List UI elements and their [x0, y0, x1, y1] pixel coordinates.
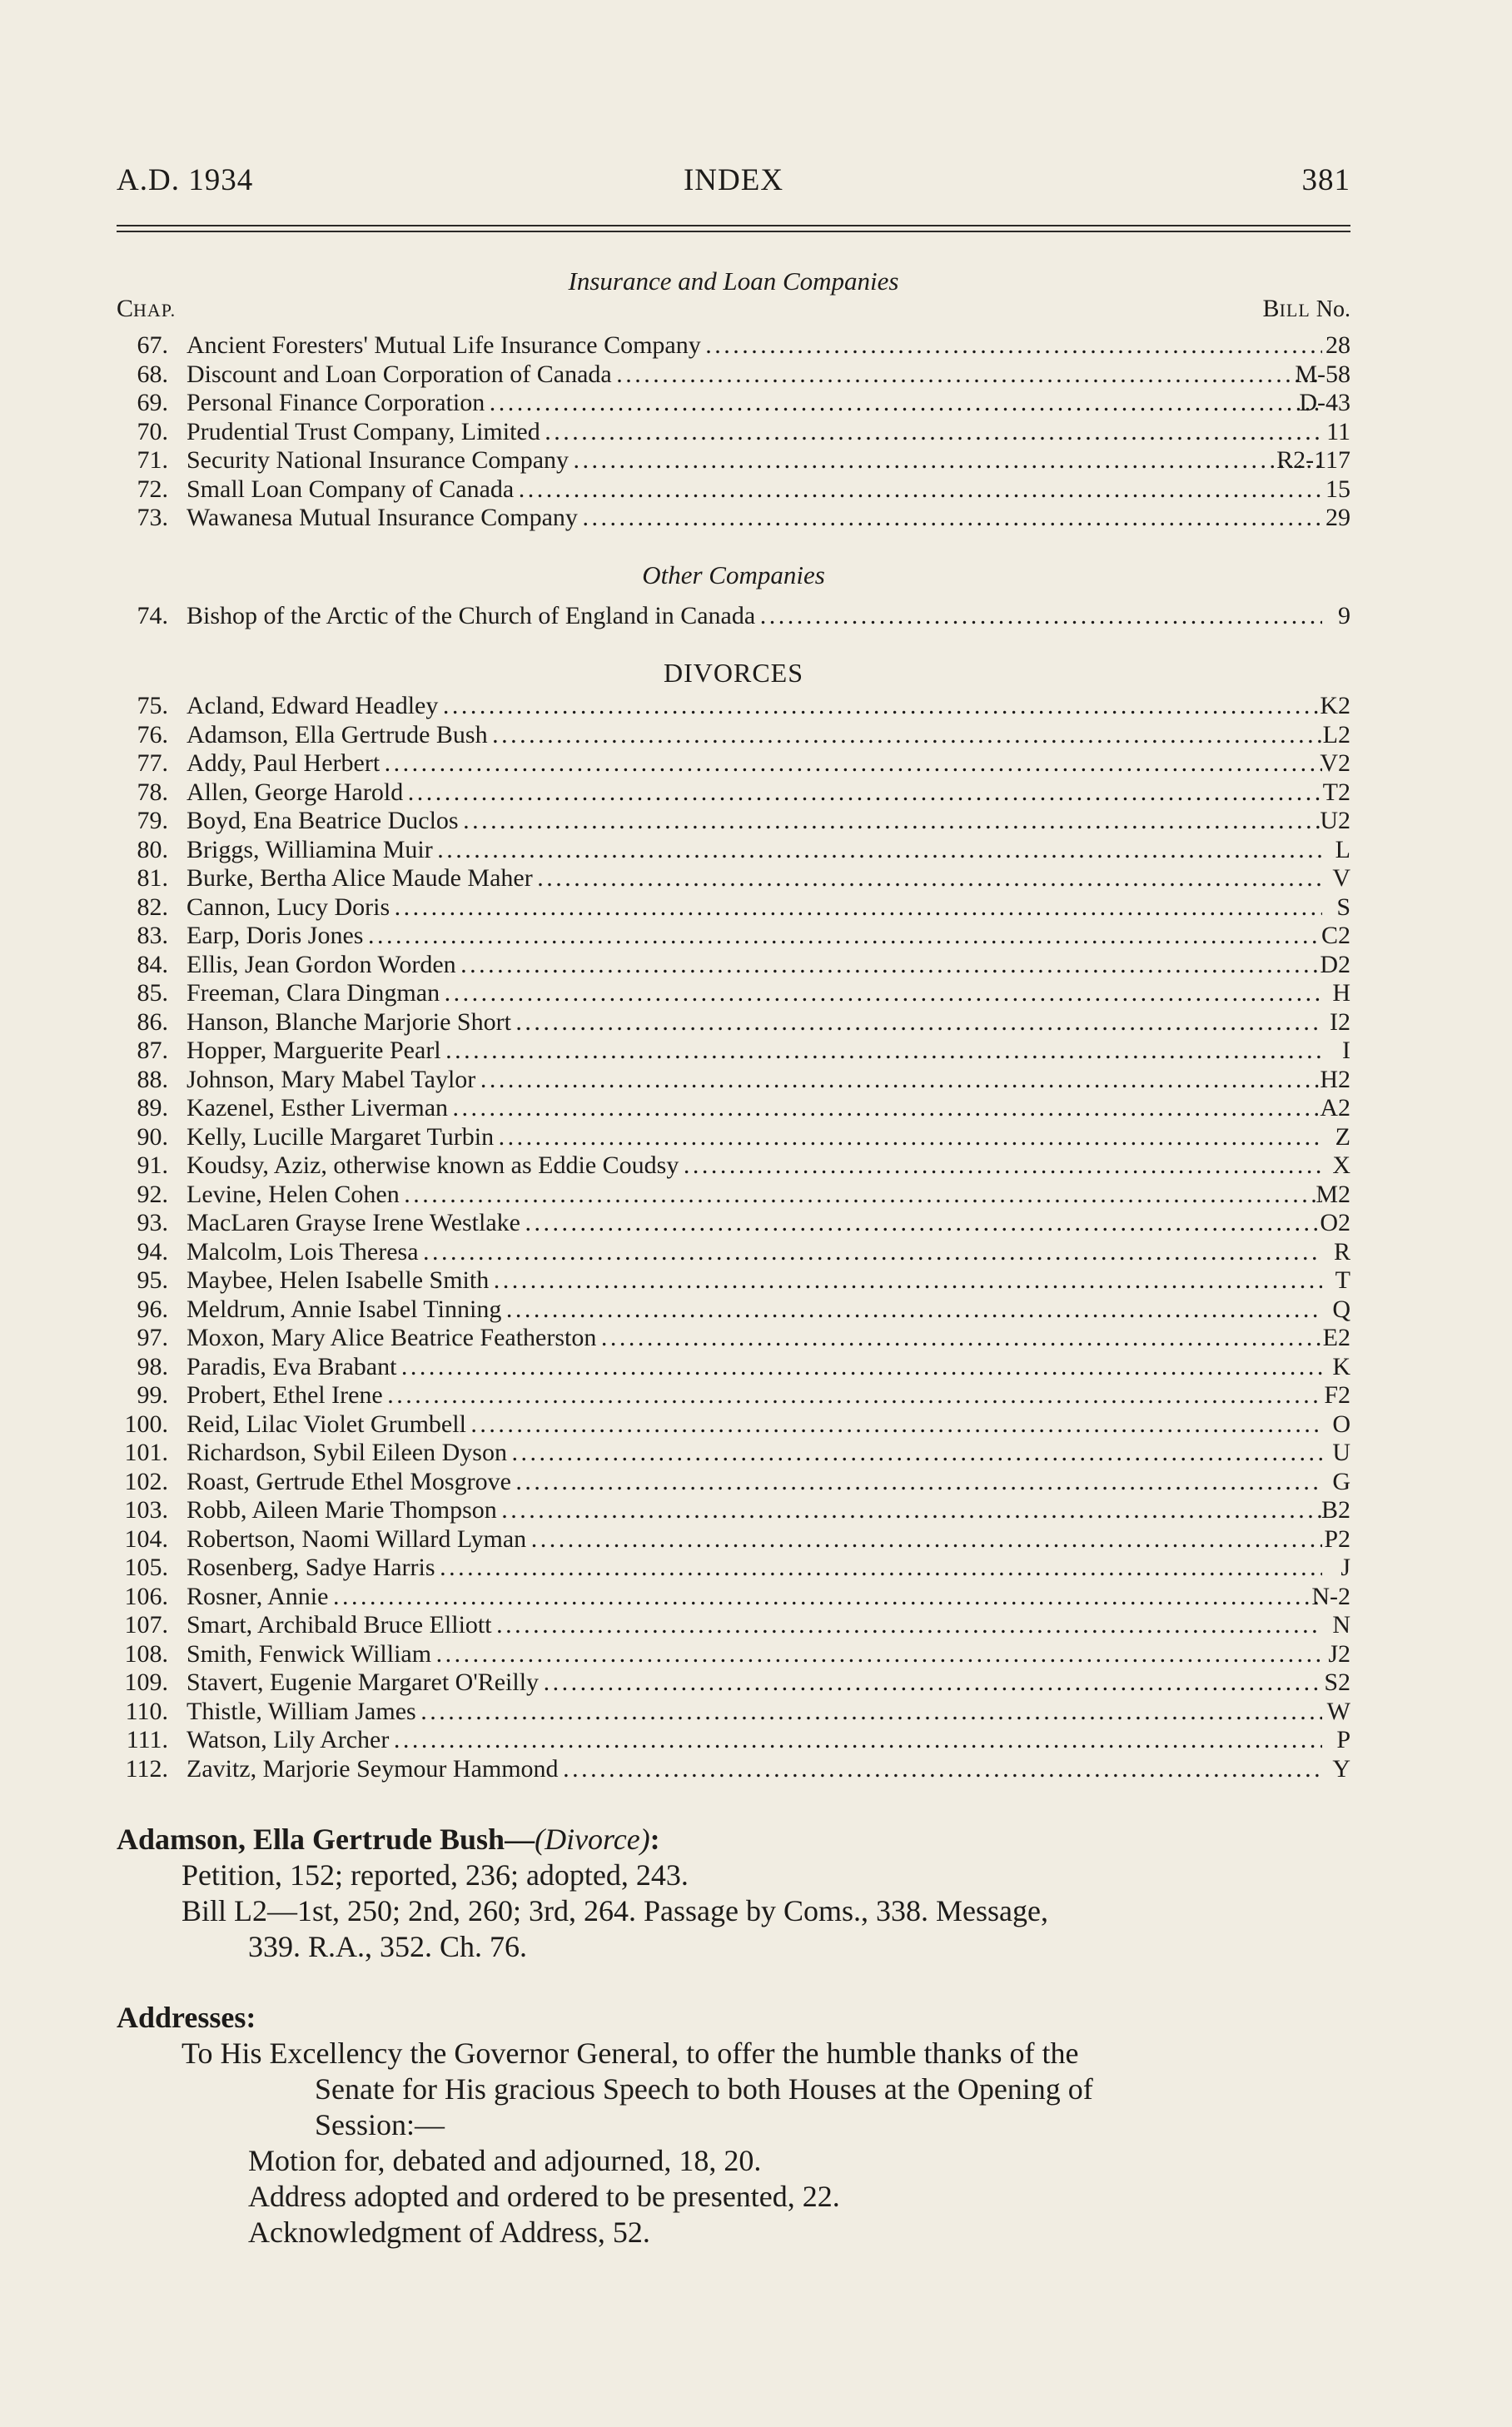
entry-title: Hanson, Blanche Marjorie Short . . . — [187, 1008, 1322, 1037]
chapter-number: 90. — [137, 1122, 168, 1151]
index-row — [117, 475, 1350, 505]
chapter-number: 83. — [137, 922, 168, 949]
entry-title: Smith, Fenwick William . . . — [187, 1640, 1322, 1669]
chapter-number: 78. — [137, 778, 168, 806]
entry-adamson — [117, 1822, 1350, 1965]
other-companies-list — [117, 602, 1350, 631]
entry-title: Levine, Helen Cohen . . . — [187, 1181, 1322, 1210]
chapter-number: 79. — [137, 807, 168, 834]
entry-title: Addy, Paul Herbert . . . — [187, 749, 1322, 778]
entry-heading: Adamson, Ella Gertrude Bush—(Divorce): — [117, 1823, 660, 1856]
chapter-number: 72. — [137, 475, 168, 503]
entry-line: Address adopted and ordered to be presented, 22. — [248, 2180, 840, 2213]
index-row — [117, 721, 1350, 750]
bill-number: J2 — [1328, 1639, 1350, 1668]
header-rule-top — [117, 225, 1350, 226]
index-row — [117, 807, 1350, 836]
chapter-number: 70. — [137, 417, 168, 445]
bill-number: M2 — [1316, 1180, 1350, 1208]
chapter-number: 105. — [124, 1554, 168, 1581]
index-row — [117, 778, 1350, 808]
chapter-number: 112. — [125, 1754, 168, 1783]
index-row — [117, 1353, 1350, 1382]
index-row — [117, 864, 1350, 893]
index-row — [117, 1726, 1350, 1755]
entry-title: Hopper, Marguerite Pearl . . . — [187, 1037, 1322, 1066]
running-header — [117, 162, 1350, 204]
entry-title: Zavitz, Marjorie Seymour Hammond . . . — [187, 1755, 1322, 1784]
entry-line: Senate for His gracious Speech to both Houses at the Opening of — [315, 2072, 1093, 2106]
entry-title: Bishop of the Arctic of the Church of England in Canada . . . — [187, 602, 1322, 631]
chapter-number: 111. — [126, 1726, 168, 1753]
entry-title: Ellis, Jean Gordon Worden . . . — [187, 951, 1322, 980]
entry-title: Maybee, Helen Isabelle Smith . . . — [187, 1266, 1322, 1296]
chapter-number: 71. — [137, 446, 168, 474]
column-heading-bill-number: BILL No. — [1262, 295, 1350, 322]
bill-number: D2 — [1320, 950, 1350, 978]
bill-number: L2 — [1322, 720, 1350, 748]
entry-title: Earp, Doris Jones . . . — [187, 922, 1322, 951]
entry-title: Probert, Ethel Irene . . . — [187, 1381, 1322, 1410]
index-row — [117, 1496, 1350, 1525]
entry-title: Cannon, Lucy Doris . . . — [187, 893, 1322, 923]
entry-title: Robb, Aileen Marie Thompson . . . — [187, 1496, 1322, 1525]
bill-number: X — [1332, 1151, 1350, 1179]
section-title-divorces: DIVORCES — [663, 658, 803, 688]
bill-number: W — [1326, 1697, 1350, 1725]
bill-number: N — [1332, 1611, 1350, 1639]
bill-number: H — [1332, 979, 1350, 1007]
entry-title: Richardson, Sybil Eileen Dyson . . . — [187, 1439, 1322, 1468]
bill-number: N-2 — [1311, 1582, 1350, 1610]
bill-number: J — [1340, 1554, 1350, 1581]
index-row — [117, 446, 1350, 475]
chapter-number: 107. — [124, 1611, 168, 1639]
entry-title: Smart, Archibald Bruce Elliott . . . — [187, 1611, 1322, 1640]
bill-number: O2 — [1320, 1209, 1350, 1236]
entry-title: Koudsy, Aziz, otherwise known as Eddie Coudsy . . . — [187, 1151, 1322, 1181]
chapter-number: 100. — [124, 1410, 168, 1438]
divorces-list — [117, 692, 1350, 1783]
entry-line: To His Excellency the Governor General, to offer the humble thanks of the — [182, 2037, 1079, 2070]
index-row — [117, 1324, 1350, 1353]
bill-number: 15 — [1325, 475, 1350, 503]
chapter-number: 87. — [137, 1037, 168, 1064]
chapter-number: 102. — [124, 1467, 168, 1495]
insurance-list — [117, 331, 1350, 533]
bill-number: R — [1333, 1237, 1350, 1266]
bill-number: I2 — [1330, 1007, 1350, 1036]
bill-number: K — [1332, 1352, 1350, 1380]
index-row — [117, 836, 1350, 865]
bill-number: V2 — [1320, 749, 1350, 777]
entry-title: Moxon, Mary Alice Beatrice Featherston . . . — [187, 1324, 1322, 1353]
chapter-number: 82. — [137, 893, 168, 921]
entry-title: Discount and Loan Corporation of Canada . . . — [187, 361, 1322, 390]
index-row — [117, 1439, 1350, 1468]
chapter-number: 77. — [137, 749, 168, 777]
entry-title: Small Loan Company of Canada . . . — [187, 475, 1322, 505]
chapter-number: 85. — [137, 979, 168, 1007]
index-row — [117, 1554, 1350, 1583]
column-headings — [117, 295, 1350, 323]
section-title-insurance: Insurance and Loan Companies — [568, 266, 899, 296]
index-row — [117, 331, 1350, 361]
entry-line: Bill L2—1st, 250; 2nd, 260; 3rd, 264. Passage by Coms., 338. Message, — [182, 1894, 1048, 1927]
chapter-number: 68. — [137, 360, 168, 388]
bill-number: P2 — [1324, 1524, 1350, 1553]
bill-number: E2 — [1322, 1324, 1350, 1351]
bill-number: K2 — [1320, 692, 1350, 719]
bill-number: M-58 — [1295, 360, 1350, 388]
entry-title: Security National Insurance Company . . . — [187, 446, 1322, 475]
entry-title: Burke, Bertha Alice Maude Maher . . . — [187, 864, 1322, 893]
chapter-number: 76. — [137, 720, 168, 748]
bill-number: S2 — [1324, 1669, 1350, 1696]
entry-title: Wawanesa Mutual Insurance Company . . . — [187, 504, 1322, 533]
chapter-number: 96. — [137, 1295, 168, 1323]
chapter-number: 80. — [137, 835, 168, 863]
bill-number: 9 — [1338, 602, 1350, 629]
chapter-number: 91. — [137, 1151, 168, 1179]
chapter-number: 106. — [124, 1582, 168, 1610]
bill-number: U — [1332, 1439, 1350, 1466]
index-row — [117, 389, 1350, 418]
entry-title: Prudential Trust Company, Limited . . . — [187, 418, 1322, 447]
bill-number: D-43 — [1299, 389, 1350, 416]
index-row — [117, 1123, 1350, 1152]
index-row — [117, 979, 1350, 1008]
bill-number: T2 — [1322, 778, 1350, 806]
entry-title: Acland, Edward Headley . . . — [187, 692, 1322, 721]
chapter-number: 86. — [137, 1007, 168, 1036]
entry-title: Ancient Foresters' Mutual Life Insurance Company . . . — [187, 331, 1322, 361]
index-row — [117, 1468, 1350, 1497]
index-row — [117, 418, 1350, 447]
index-row — [117, 1410, 1350, 1440]
index-row — [117, 1583, 1350, 1612]
entry-line: Acknowledgment of Address, 52. — [248, 2216, 650, 2249]
bill-number: G — [1332, 1467, 1350, 1495]
chapter-number: 88. — [137, 1065, 168, 1093]
chapter-number: 95. — [137, 1266, 168, 1294]
entry-line: Motion for, debated and adjourned, 18, 20. — [248, 2144, 762, 2177]
index-row — [117, 1037, 1350, 1066]
entry-addresses — [117, 2000, 1350, 2250]
chapter-number: 99. — [137, 1381, 168, 1409]
entry-title: MacLaren Grayse Irene Westlake . . . — [187, 1209, 1322, 1238]
entry-title: Boyd, Ena Beatrice Duclos . . . — [187, 807, 1322, 836]
entry-title: Rosner, Annie . . . — [187, 1583, 1322, 1612]
index-row — [117, 1008, 1350, 1037]
entry-title: Adamson, Ella Gertrude Bush . . . — [187, 721, 1322, 750]
entry-title: Malcolm, Lois Theresa . . . — [187, 1238, 1322, 1267]
entry-heading: Addresses: — [117, 2001, 256, 2034]
chapter-number: 74. — [137, 602, 168, 629]
chapter-number: 94. — [137, 1237, 168, 1266]
page-number: 381 — [1301, 163, 1350, 197]
entry-line: Session:— — [315, 2108, 445, 2141]
chapter-number: 69. — [137, 389, 168, 416]
index-row — [117, 749, 1350, 778]
bill-number: B2 — [1321, 1496, 1350, 1524]
chapter-number: 110. — [125, 1697, 168, 1725]
chapter-number: 89. — [137, 1094, 168, 1121]
index-row — [117, 1381, 1350, 1410]
entry-line: 339. R.A., 352. Ch. 76. — [248, 1930, 528, 1963]
index-row — [117, 1698, 1350, 1727]
bill-number: H2 — [1320, 1065, 1350, 1093]
index-row — [117, 692, 1350, 721]
chapter-number: 81. — [137, 864, 168, 892]
chapter-number: 67. — [137, 331, 168, 359]
entry-title: Stavert, Eugenie Margaret O'Reilly . . . — [187, 1669, 1322, 1698]
bill-number: A2 — [1320, 1094, 1350, 1121]
chapter-number: 108. — [124, 1639, 168, 1668]
entry-title: Reid, Lilac Violet Grumbell . . . — [187, 1410, 1322, 1440]
bill-number: Z — [1335, 1122, 1350, 1151]
bill-number: T — [1335, 1266, 1350, 1294]
index-row — [117, 1094, 1350, 1123]
index-row — [117, 893, 1350, 923]
chapter-number: 75. — [137, 692, 168, 719]
bill-number: P — [1336, 1726, 1350, 1753]
entry-title: Allen, George Harold . . . — [187, 778, 1322, 808]
entry-title: Roast, Gertrude Ethel Mosgrove . . . — [187, 1468, 1322, 1497]
bill-number: V — [1332, 864, 1350, 892]
index-row — [117, 1151, 1350, 1181]
entry-title: Meldrum, Annie Isabel Tinning . . . — [187, 1296, 1322, 1325]
bill-number: S — [1336, 893, 1350, 921]
index-row — [117, 1066, 1350, 1095]
index-row — [117, 1755, 1350, 1784]
bill-number: 28 — [1325, 331, 1350, 359]
index-row — [117, 504, 1350, 533]
index-row — [117, 1525, 1350, 1554]
bill-number: F2 — [1324, 1381, 1350, 1409]
header-year: A.D. 1934 — [117, 163, 254, 197]
bill-number: O — [1332, 1410, 1350, 1438]
chapter-number: 109. — [124, 1669, 168, 1696]
section-title-other: Other Companies — [642, 560, 825, 589]
entry-title: Rosenberg, Sadye Harris . . . — [187, 1554, 1322, 1583]
chapter-number: 73. — [137, 504, 168, 531]
entry-title: Watson, Lily Archer . . . — [187, 1726, 1322, 1755]
entry-line: Petition, 152; reported, 236; adopted, 243. — [182, 1858, 689, 1892]
chapter-number: 84. — [137, 950, 168, 978]
index-row — [117, 1266, 1350, 1296]
bill-number: U2 — [1320, 807, 1350, 834]
index-row — [117, 1181, 1350, 1210]
index-row — [117, 1611, 1350, 1640]
index-row — [117, 1640, 1350, 1669]
index-row — [117, 1238, 1350, 1267]
bill-number: Y — [1332, 1754, 1350, 1783]
bill-number: 29 — [1325, 504, 1350, 531]
chapter-number: 101. — [124, 1439, 168, 1466]
bill-number: R2-117 — [1276, 446, 1350, 474]
entry-title: Thistle, William James . . . — [187, 1698, 1322, 1727]
chapter-number: 92. — [137, 1180, 168, 1208]
index-row — [117, 922, 1350, 951]
index-row — [117, 1669, 1350, 1698]
entry-title: Kelly, Lucille Margaret Turbin . . . — [187, 1123, 1322, 1152]
bill-number: C2 — [1321, 922, 1350, 949]
entry-title: Kazenel, Esther Liverman . . . — [187, 1094, 1322, 1123]
entry-title: Robertson, Naomi Willard Lyman . . . — [187, 1525, 1322, 1554]
entry-title: Johnson, Mary Mabel Taylor . . . — [187, 1066, 1322, 1095]
header-title: INDEX — [683, 163, 784, 197]
chapter-number: 98. — [137, 1352, 168, 1380]
entry-title: Freeman, Clara Dingman . . . — [187, 979, 1322, 1008]
column-heading-chapter: CHAP. — [117, 295, 177, 322]
bill-number: Q — [1332, 1295, 1350, 1323]
index-row — [117, 361, 1350, 390]
index-row — [117, 1209, 1350, 1238]
bill-number: 11 — [1326, 417, 1350, 445]
index-row — [117, 951, 1350, 980]
chapter-number: 93. — [137, 1209, 168, 1236]
bill-number: I — [1342, 1037, 1350, 1064]
chapter-number: 97. — [137, 1324, 168, 1351]
chapter-number: 103. — [124, 1496, 168, 1524]
header-rule-bottom — [117, 231, 1350, 232]
entry-title: Briggs, Williamina Muir . . . — [187, 836, 1322, 865]
entry-title: Personal Finance Corporation . . . — [187, 389, 1322, 418]
chapter-number: 104. — [124, 1524, 168, 1553]
index-row — [117, 602, 1350, 631]
entry-title: Paradis, Eva Brabant . . . — [187, 1353, 1322, 1382]
index-row — [117, 1296, 1350, 1325]
bill-number: L — [1335, 835, 1350, 863]
